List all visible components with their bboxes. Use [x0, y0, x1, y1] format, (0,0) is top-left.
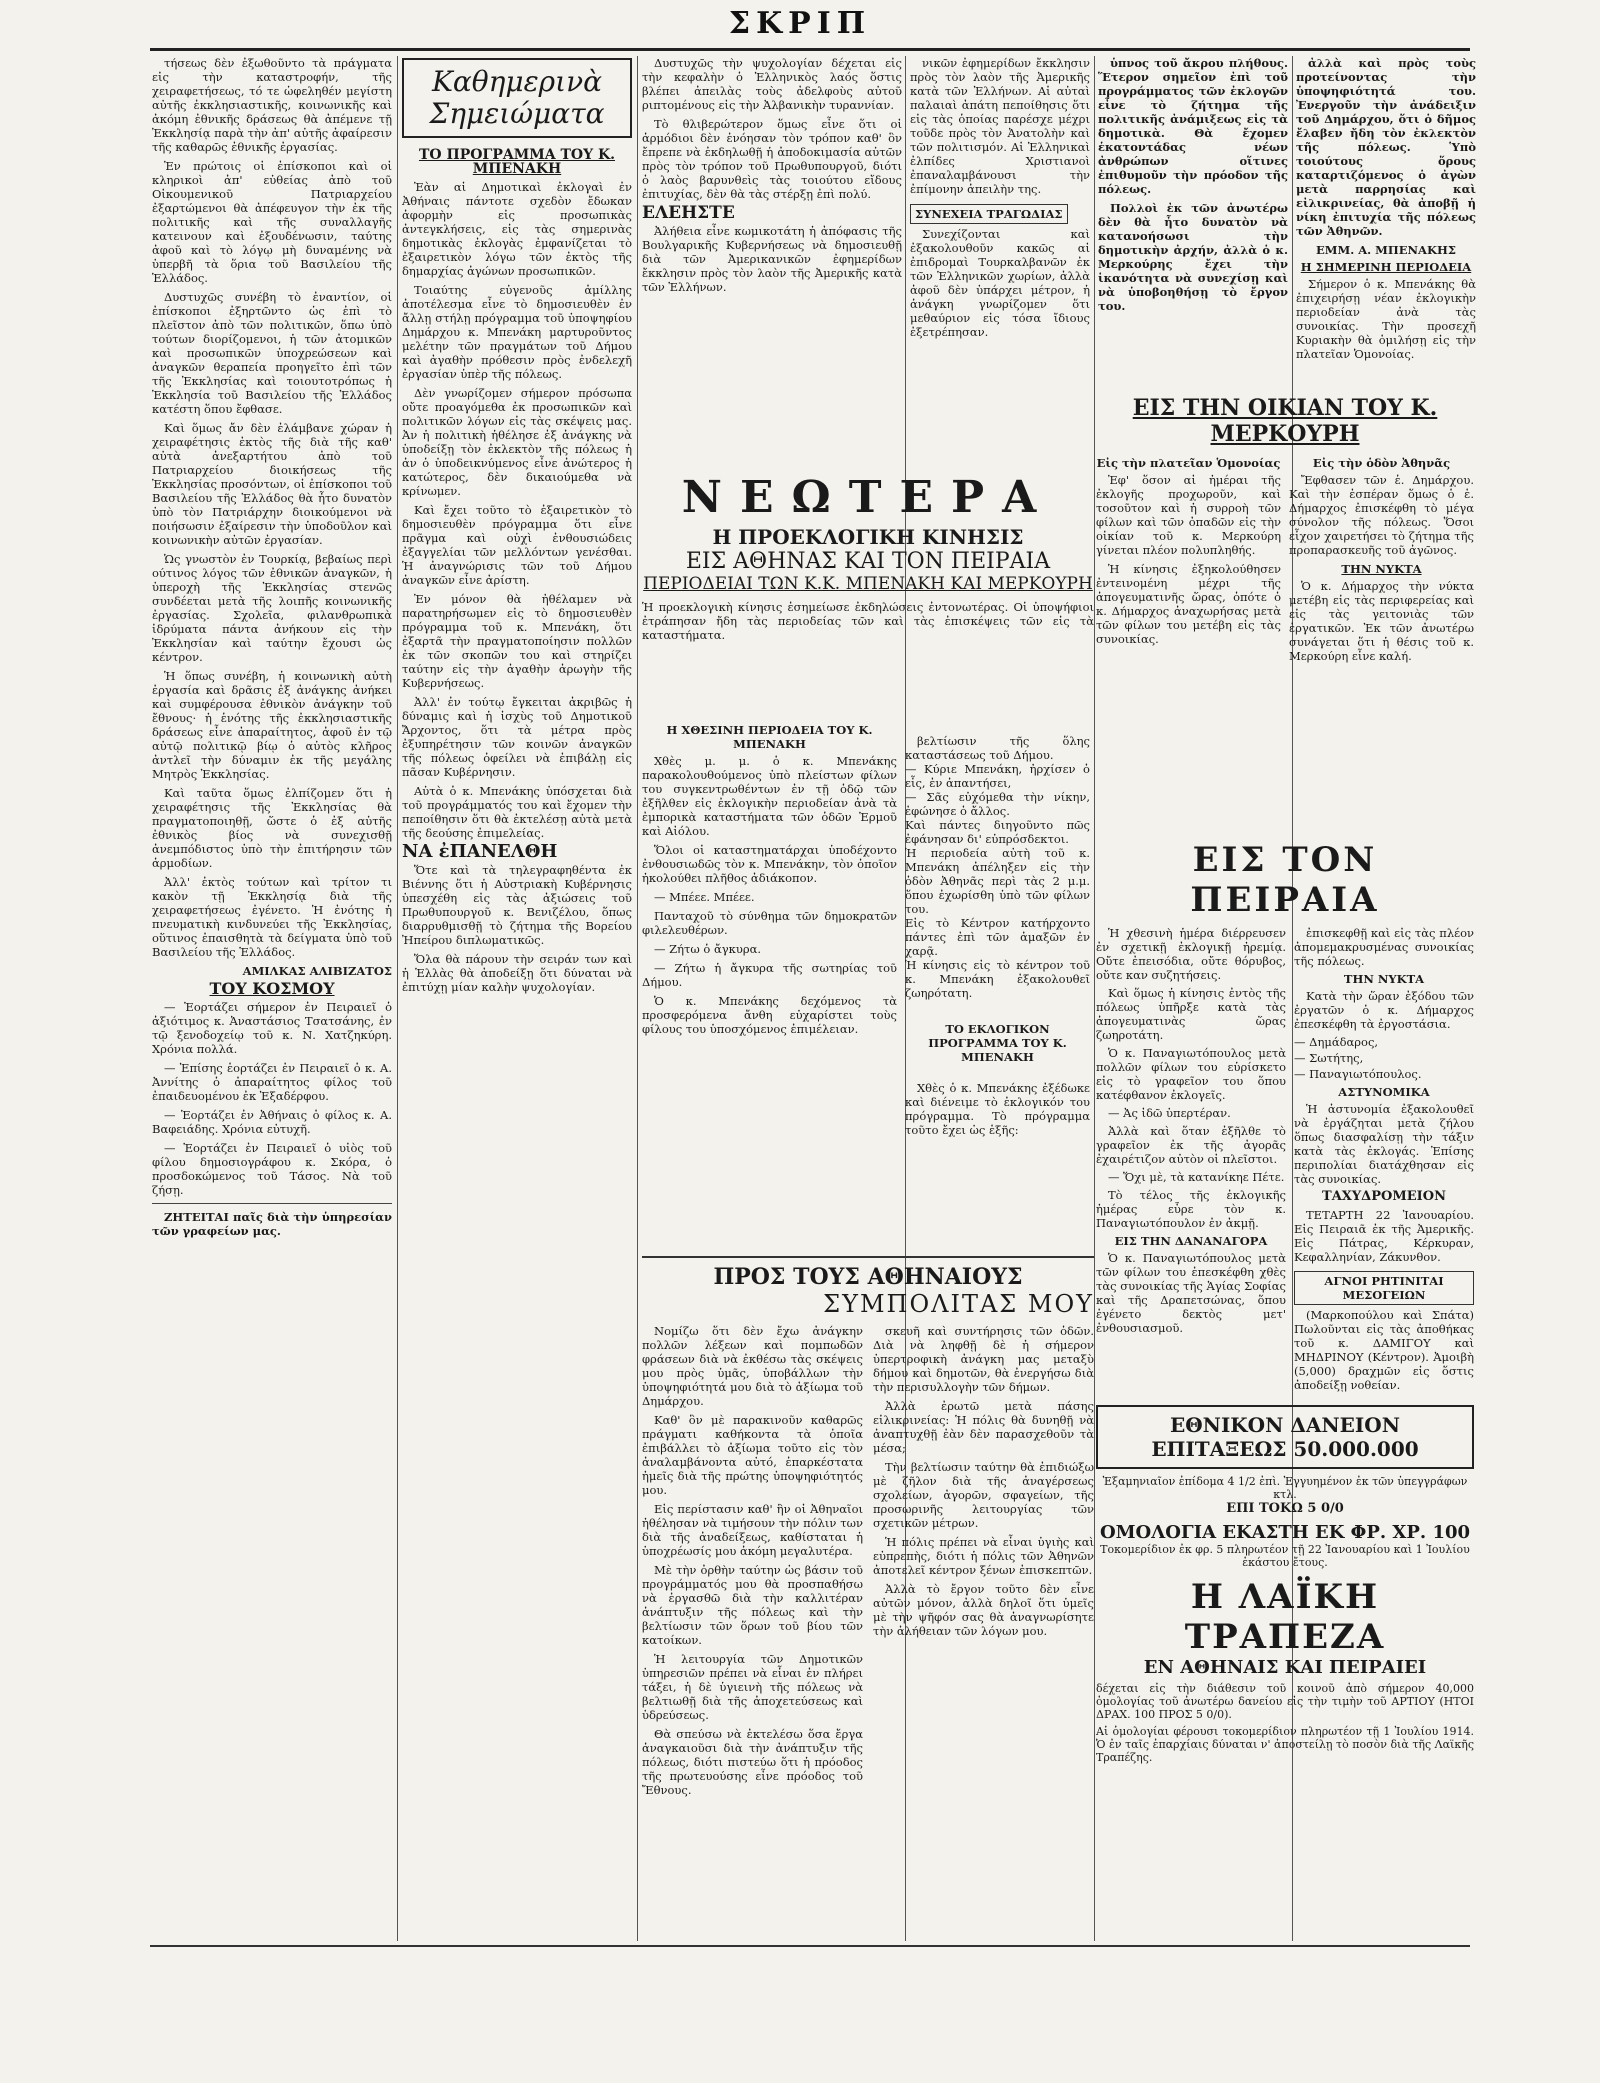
- banner-subtitle: Η ΠΡΟΕΚΛΟΓΙΚΗ ΚΙΝΗΣΙΣ: [712, 525, 1024, 549]
- bottom-rule: [150, 1945, 1470, 1947]
- paragraph: Ἀλλὰ ἐρωτῶ μετὰ πάσης εἰλικρινείας: Ἡ πόλις θὰ δυνηθῇ νὰ ἀναπτυχθῇ ἐὰν δὲν παρασχεθοῦν τὰ μέσα;: [873, 1399, 1094, 1455]
- social-item: — Ἑορτάζει ἐν Πειραιεῖ ὁ υἱὸς τοῦ φίλου δημοσιογράφου κ. Σκόρα, ὁ προσδοκώμενος τοῦ Τάσος. Νὰ τοῦ ζήσῃ.: [152, 1141, 392, 1197]
- ad-title: ΟΜΟΛΟΓΙΑ ΕΚΑΣΤΗ ΕΚ ΦΡ. ΧΡ. 100: [1099, 1522, 1471, 1543]
- paragraph: ὑπνος τοῦ ἄκρου πλήθους. Ἕτερον σημεῖον ἐπὶ τοῦ προγράμματος τῶν ἐκλογῶν εἶνε τὸ ζήτημα τῆς πολιτικῆς ἀνάμιξεως εἰς τὰ δημοτικὰ. Θὰ ἔχομεν ἑκατοντάδας νέων ἀνθρώπων οἵτινες ἐπιθυμοῦν τὴν πρόοδον τῆς πόλεως.: [1098, 56, 1288, 196]
- paragraph: Ἡ ἀστυνομία ἐξακολουθεῖ νὰ ἐργάζηται μετὰ ζήλου ὅπως διασφαλίσῃ τὴν τάξιν κατὰ τὰς ἐκλογάς. Ἐπίσης περιπολίαι διατάχθησαν εἰς τὰς συνοικίας.: [1294, 1102, 1474, 1186]
- appeal-body: [642, 1324, 1094, 1802]
- left-column: [1096, 926, 1286, 1396]
- paragraph: Ἔφθασεν τῶν ἑ. Δημάρχου. Καὶ τὴν ἐσπέραν ὅμως ὁ ἑ. Δήμαρχος ἐπισκέφθη τὸ μέγα σύνολον τῆς πόλεως. Ὅσοι εἶχον χαιρετήσει τὸ ζήτημα τῆς προπαρασκευῆς τοῦ ἀγῶνος.: [1289, 473, 1474, 557]
- paragraph: Ἀλήθεια εἶνε κωμικοτάτη ἡ ἀπόφασις τῆς Βουλγαρικῆς Κυβερνήσεως νὰ δημοσιευθῇ διὰ τῶν Ἀμερικανικῶν ἐφημερίδων ἔκκλησιν πρὸς τὸν λαὸν τῆς Ἀμερικῆς κατὰ τῶν Ἑλλήνων.: [642, 224, 902, 294]
- right-column: [1294, 926, 1474, 1396]
- paragraph: Ἀλλ' ἐν τούτῳ ἔγκειται ἀκριβῶς ἡ δύναμις καὶ ἡ ἰσχὺς τοῦ Δημοτικοῦ Ἄρχοντος, ὅτι τὰ μέτρα πρὸς ἐξυπηρέτησιν τῶν κοινῶν ἀναγκῶν τῆς πόλεως ὀφείλει νὰ ἐπιβάλῃ εἰς πᾶσαν Κυβέρνησιν.: [402, 695, 632, 779]
- ad-text: Ἐξαμηνιαῖον ἐπίδομα 4 1/2 ἐπὶ. Ἐγγυημένον ἐκ τῶν ὑπεγγράφων κτλ.: [1102, 1475, 1468, 1501]
- section-title: ΕΙΣ ΤΟΝ ΠΕΙΡΑΙΑ: [1190, 840, 1380, 920]
- ad-heading: ΑΓΝΟΙ ΡΗΤΙΝΙΤΑΙ ΜΕΣΟΓΕΙΩΝ: [1294, 1271, 1474, 1305]
- column-3-top: [642, 56, 902, 456]
- paragraph: Ὡς γνωστὸν ἐν Τουρκίᾳ, βεβαίως περὶ ούτινος λόγος τῶν ἐθνικῶν ἀναγκῶν, ἡ ὑπεροχὴ τῆς Ἐκκλησίας στενῶς συνδέεται μετὰ τῆς λοιπῆς κοινωνικῆς ἐργασίας. Σχολεῖα, φιλανθρωπικὰ ἱδρύματα πάντα ἀνήκουν εἰς τὴν Ἐκκλησίαν καὶ ταύτην ἔχουσι ὡς κέντρον.: [152, 552, 392, 664]
- subheading: ΤΑΧΥΔΡΟΜΕΙΟΝ: [1322, 1189, 1446, 1204]
- paragraph: Τοιαύτης εὐγενοῦς ἁμίλλης ἀποτέλεσμα εἶνε τὸ δημοσιευθὲν ἐν ἄλλῃ στήλῃ πρόγραμμα τοῦ ὑποψηφίου Δημάρχου κ. Μπενάκη μαρτυροῦντος μελέτην τῶν πραγμάτων τοῦ Δήμου καὶ ἀγαθὴν πρόθεσιν πρὸς ἐνδελεχῆ ἐργασίαν ὑπὲρ τῆς πόλεως.: [402, 283, 632, 381]
- paragraph: Ἡ προεκλογικὴ κίνησις ἐσημείωσε ἐκδηλώσεις ἐντονωτέρας. Οἱ ὑποψήφιοι ἐτράπησαν ἤδη τὰς περιοδείας τῶν καὶ τὰς ἐπισκέψεις τῶν εἰς τὰ καταστήματα.: [642, 600, 1094, 642]
- section-title: ΕΙΣ ΤΗΝ ΟΙΚΙΑΝ ΤΟΥ Κ. ΜΕΡΚΟΥΡΗ: [1132, 395, 1438, 447]
- social-item: — Ἑπίσης ἑορτάζει ἐν Πειραιεῖ ὁ κ. Α. Ἀννίτης ὁ ἀπαραίτητος φίλος τοῦ ἐπαιδευομένου ἐκ Ἑξαδέρφου.: [152, 1061, 392, 1103]
- paragraph: Ἐφ' ὅσον αἱ ἡμέραι τῆς ἐκλογῆς προχωροῦν, καὶ τοσοῦτον καὶ ἡ συρροὴ τῶν φίλων καὶ τῶν ὀπαδῶν εἰς τὴν οἰκίαν τοῦ κ. Μερκούρη γίνεται πλέον πολυπληθής.: [1096, 473, 1281, 557]
- paragraph: Τὴν βελτίωσιν ταύτην θὰ ἐπιδιώξω μὲ ζῆλον διὰ τῆς ἀναγέρσεως σχολείων, ἀγορῶν, σφαγείων, τῆς προσωρινῆς λειτουργίας τῶν σχετικῶν μέτρων.: [873, 1460, 1094, 1530]
- ad-title: ΕΘΝΙΚΟΝ ΔΑΝΕΙΟΝ ΕΠΙΤΑΞΕΩΣ 50.000.000: [1096, 1405, 1474, 1469]
- column-5-top: [1098, 56, 1288, 376]
- column-3-middle: [642, 720, 897, 1240]
- divider: [642, 1256, 1094, 1258]
- subheading: ΤΗΝ ΝΥΚΤΑ: [1341, 562, 1422, 576]
- appeal-title: ΠΡΟΣ ΤΟΥΣ ΑΘΗΝΑΙΟΥΣ: [713, 1264, 1023, 1290]
- paragraph: Αὐτὰ ὁ κ. Μπενάκης ὑπόσχεται διὰ τοῦ προγράμματός του καὶ ἔχομεν τὴν πεποίθησιν ὅτι θὰ ἐκτελέσῃ αὐτὰ μετὰ τῆς δεούσης ἐπιμελείας.: [402, 784, 632, 840]
- classified-ad: ΖΗΤΕΙΤΑΙ παῖς διὰ τὴν ὑπηρεσίαν τῶν γραφείων μας.: [152, 1210, 392, 1238]
- paragraph: βελτίωσιν τῆς ὅλης καταστάσεως τοῦ Δήμου. — Κύριε Μπενάκη, ἠρχίσεν ὁ εἷς, ἐν ἀπαντήσει, — Σᾶς εὐχόμεθα τὴν νίκην, ἐφώνησε ὁ ἄλλος. Καὶ πάντες διηγοῦντο πῶς ἐφάνησαν δι' εὐπρόσδεκτοι. Ἡ περιοδεία αὐτὴ τοῦ κ. Μπενάκη ἀπέληξεν εἰς τὴν ὁδὸν Ἀθηνᾶς περὶ τὰς 2 μ.μ. ὅπου ἐχωρίσθη ὑπὸ τῶν φίλων του. Εἰς τὸ Κέντρον κατήρχοντο πάντες ἐπὶ τῶν ἀμαξῶν ἐν χαρᾷ. Ἡ κίνησις εἰς τὸ κέντρον τοῦ κ. Μπενάκη ἐξακολουθεῖ ζωηρότατη.: [905, 734, 1090, 1000]
- paragraph: σκευῆ καὶ συντήρησις τῶν ὁδῶν. Διὰ νὰ ληφθῇ δὲ ἡ σήμερον ὑπερτροφικὴ ἀνάγκη μας μεταξὺ δήμου καὶ δημοτῶν, θὰ ἐνεργήσω διὰ τὴν περισυλλογὴν τῶν δήμων.: [873, 1324, 1094, 1394]
- bank-name: Η ΛΑΪΚΗ ΤΡΑΠΕΖΑ: [1184, 1577, 1386, 1657]
- social-item: — Ἑορτάζει ἐν Ἀθήναις ὁ φίλος κ. Α. Βαφειάδης. Χρόνια εὐτυχῆ.: [152, 1108, 392, 1136]
- appeal-subtitle: ΣΥΜΠΟΛΙΤΑΣ ΜΟΥ: [823, 1290, 1094, 1318]
- daily-notes-box: Καθημερινὰ Σημειώματα: [402, 58, 632, 138]
- section-body: [1096, 453, 1474, 668]
- article-heading: ΝΑ ἐΠΑΝΕΛΘΗ: [402, 841, 558, 862]
- article-heading: ΣΥΝΕΧΕΙΑ ΤΡΑΓΩΔΙΑΣ: [910, 204, 1068, 224]
- ad-text: δέχεται εἰς τὴν διάθεσιν τοῦ κοινοῦ ἀπὸ σήμερον 40,000 ὁμολογίας τοῦ ἀνωτέρω δανείου εἰς τὴν τιμὴν τοῦ ΑΡΤΙΟΥ (ΗΤΟΙ ΔΡΑΧ. 100 ΠΡΟΣ 5 0/0).: [1096, 1682, 1474, 1721]
- paragraph: Δυστυχῶς τὴν ψυχολογίαν δέχεται εἰς τὴν κεφαλὴν ὁ Ἑλληνικὸς λαός ὅστις βλέπει ἀπειλὰς τοὺς ἀδελφοὺς αὐτοῦ ριπτομένους εἰς τὴν Ἀλβανικὴν τυραννίαν.: [642, 56, 902, 112]
- paragraph: Καὶ ὅμως ἡ κίνησις ἐντὸς τῆς πόλεως ὑπῆρξε κατὰ τὰς ἀπογευματινὰς ὥρας ζωηροτάτη.: [1096, 986, 1286, 1042]
- paragraph: Ὅλοι οἱ καταστηματάρχαι ὑποδέχοντο ἐνθουσιωδῶς τὸν κ. Μπενάκην, τὸν ὁποῖον ἠκολούθει πλῆθος ἀδιάκοπον.: [642, 843, 897, 885]
- column-4-top: [910, 56, 1090, 456]
- list-item: — Παναγιωτόπουλος.: [1294, 1067, 1422, 1081]
- paragraph: Χθὲς ὁ κ. Μπενάκης ἐξέδωκε καὶ διένειμε τὸ ἐκλογικόν του πρόγραμμα. Τὸ πρόγραμμα τοῦτο ἔχει ὡς ἑξῆς:: [905, 1081, 1090, 1137]
- paragraph: Μὲ τὴν ὀρθὴν ταύτην ὡς βάσιν τοῦ προγράμματός μου θὰ προσπαθήσω νὰ ἐργασθῶ διὰ τὴν καλλιτέραν ἀνάπτυξιν τῆς πόλεως καὶ τὴν βελτίωσιν τῶν ὅρων τοῦ βίου τῶν κατοίκων.: [642, 1563, 863, 1647]
- column-2: [402, 56, 632, 1941]
- column-divider: [397, 56, 398, 1941]
- ad-text: Τοκομερίδιον ἐκ φρ. 5 πληρωτέον τῇ 22 Ἰανουαρίου καὶ 1 Ἰουλίου ἑκάστου ἔτους.: [1100, 1543, 1470, 1569]
- paragraph: Τὸ τέλος τῆς ἐκλογικῆς ἡμέρας εὗρε τὸν κ. Παναγιωτόπουλον ἐν ἀκμῇ.: [1096, 1188, 1286, 1230]
- bank-subtitle: ΕΝ ΑΘΗΝΑΙΣ ΚΑΙ ΠΕΙΡΑΙΕΙ: [1143, 1657, 1427, 1678]
- paragraph: ἀλλὰ καὶ πρὸς τοὺς προτείνοντας τὴν ὑποψηφιότητά του. Ἐνεργοῦν τὴν ἀνάδειξιν τοῦ Δημάρχου, ὅτι ὁ δῆμος ἔλαβεν ἤδη τὸν ἐκλεκτὸν τῆς πόλεως. Ὑπὸ τοιούτους ὅρους καταρτιζόμενος ὁ ἀγὼν μετὰ παρρησίας καὶ εἰλικρινείας, θὰ ἀποβῇ ἡ νίκη ἐπιτυχία τῆς πόλεως τῶν Ἀθηνῶν.: [1296, 56, 1476, 238]
- paragraph: Ὅλα θὰ πάρουν τὴν σειράν των καὶ ἡ Ἑλλὰς θὰ ἀποδείξῃ ὅτι δύναται νὰ ἐπιτύχῃ μίαν καλὴν ψυχολογίαν.: [402, 952, 632, 994]
- masthead: ΣΚΡΙΠ: [728, 6, 872, 41]
- paragraph: Ἡ λειτουργία τῶν Δημοτικῶν ὑπηρεσιῶν πρέπει νὰ εἶναι ἐν πλήρει τάξει, ἡ δὲ ὑγιεινὴ τῆς πόλεως νὰ βελτιωθῇ διὰ τῆς ἀποχετεύσεως καὶ ὑδρεύσεως.: [642, 1652, 863, 1722]
- appeal-right-column: [873, 1324, 1094, 1802]
- top-rule: [150, 48, 1470, 51]
- subheading: ΤΗΝ ΝΥΚΤΑ: [1343, 972, 1425, 986]
- ad-text: ΕΠΙ ΤΟΚΩ 5 0/0: [1226, 1501, 1344, 1516]
- paragraph: Ἐὰν αἱ Δημοτικαὶ ἐκλογαὶ ἐν Ἀθήναις πάντοτε σχεδὸν ἔδωκαν ἀφορμὴν εἰς προσωπικὰς ἀντεγκλήσεις, εἰς τὰς σημερινὰς δημοτικὰς ἐκλογὰς ἐμφανίζεται τὸ ἐξαιρετικὸν λόγω τῶν ἐκτὸς τῆς δημαρχίας ἀγώνων προσωπικῶν.: [402, 180, 632, 278]
- paragraph: Εἰς περίστασιν καθ' ἣν οἱ Ἀθηναῖοι ἠθέλησαν νὰ τιμήσουν τὴν πόλιν των διὰ τῆς ἀναδείξεως, καθίσταται ἡ ὑποχρέωσίς μου ἀκόμη μεγαλυτέρα.: [642, 1502, 863, 1558]
- paragraph: — Μπέεε. Μπέεε.: [654, 890, 755, 904]
- paragraph: Καὶ ταῦτα ὅμως ἐλπίζομεν ὅτι ἡ χειραφέτησις τῆς Ἐκκλησίας θὰ πραγματοποιηθῇ, ὥστε ὁ ἐξ αὐτῆς ἐθνικὸς βίος νὰ συνεχισθῇ ἀνεμπόδιστος ὑπὸ τὴν ἐπιτήρησιν τῶν ἁρμοδίων.: [152, 786, 392, 870]
- banner-subtitle: ΕΙΣ ΑΘΗΝΑΣ ΚΑΙ ΤΟΝ ΠΕΙΡΑΙΑ: [685, 549, 1051, 574]
- paragraph: ἐπισκεφθῇ καὶ εἰς τὰς πλέον ἀπομεμακρυσμένας συνοικίας τῆς πόλεως.: [1294, 926, 1474, 968]
- article-heading: Η ΧΘΕΣΙΝΗ ΠΕΡΙΟΔΕΙΑ ΤΟΥ Κ. ΜΠΕΝΑΚΗ: [666, 723, 873, 751]
- appeal-article: [642, 1250, 1094, 1802]
- paragraph: νικῶν ἐφημερίδων ἔκκλησιν πρὸς τὸν λαὸν τῆς Ἀμερικῆς κατὰ τῶν Ἑλλήνων. Αἱ αὐταὶ παλαιαὶ ἀπάτη πεποίθησις ὅτι εἰς τὰς ὁποίας παρέσχε μέχρι τοῦδε πρὸς τὸν Ἀνατολὴν καὶ τῶν πολιτισμόν. Αἱ Ἑλληνικαὶ ἐλπίδες Χριστιανοὶ ἐπαναλαμβάνουσι τὴν ἐπίμονην ἀπειλὴν της.: [910, 56, 1090, 196]
- section-title: ΤΟΥ ΚΟΣΜΟΥ: [209, 979, 335, 998]
- paragraph: Ἀλλὰ τὸ ἔργον τοῦτο δὲν εἶνε αὐτῶν μόνον, ἀλλὰ δηλοῖ ὅτι ὑμεῖς μὲ τὴν ψῆφόν σας θὰ ἀναγνωρίσητε τὴν ἀλήθειαν τῶν λόγων μου.: [873, 1582, 1094, 1638]
- paragraph: — Ὅχι μὲ, τὰ κατανίκηε Πέτε.: [1108, 1170, 1285, 1184]
- paragraph: Κατὰ τὴν ὥραν ἐξόδου τῶν ἐργατῶν ὁ κ. Δήμαρχος ἐπεσκέφθη τὰ ἐργοστάσια.: [1294, 989, 1474, 1031]
- column-1: [152, 56, 392, 1941]
- column-divider: [1094, 56, 1095, 1941]
- paragraph: Ὅτε καὶ τὰ τηλεγραφηθέντα ἐκ Βιέννης ὅτι ἡ Αὐστριακὴ Κυβέρνησις ὑπεσχέθη εἰς τὰς ἀξιώσεις τοῦ Πρωθυπουργοῦ κ. Βενιζέλου, ὅπως διαρρυθμισθῇ τὸ ζήτημα τῆς Βορείου Ἠπείρου διπλωματικῶς.: [402, 863, 632, 947]
- paragraph: Ἐν μόνον θὰ ἠθέλαμεν νὰ παρατηρήσωμεν εἰς τὸ δημοσιευθὲν πρόγραμμα τοῦ κ. Μπενάκη, ὅτι ἐξαρτᾶ τὴν πραγματοποίησιν πολλῶν ἐκ τῶν σκοπῶν του καὶ στηρίζει ταύτην εἰς τὴν ἀγαθὴν ἀρωγὴν τῆς Κυβερνήσεως.: [402, 592, 632, 690]
- paragraph: Ἡ ὅπως συνέβη, ἡ κοινωνικὴ αὐτὴ ἐργασία καὶ δρᾶσις ἐξ ἀνάγκης ἀνήκει καὶ συμφέρουσα ἐθνικὸν ἀνάγκην τοῦ ἔθνους· ἡ ἑνότης τῆς ἐκκλησιαστικῆς δράσεως εἶνε ἀπαραίτητος, ἀφοῦ ἐν τῷ αὐτῷ πολιτικῷ βίῳ ὁ αὐτὸς κλῆρος ἀντλεῖ τὴν δύναμιν ἐκ τῆς μεγάλης Μητρὸς Ἐκκλησίας.: [152, 669, 392, 781]
- section-body: [1096, 926, 1474, 1396]
- right-column: [1289, 453, 1474, 668]
- paragraph: τήσεως δὲν ἐξωθοῦντο τὰ πράγματα εἰς τὴν καταστροφήν, τῆς χειραφετήσεως, τό τε ὡφεληθέν μεγίστη αὐτῆς ἐκκλησιαστικῆς, κοινωνικῆς καὶ ἀκόμη ἐθνικῆς δράσεως θὰ ἀπέμενε τῇ Ἐκκλησίᾳ παρὰ τὴν ἀπ' αὐτῆς ἀφαίρεσιν τῆς καθαρῶς ἐθνικῆς ἐργασίας.: [152, 56, 392, 154]
- left-column: [1096, 453, 1281, 668]
- paragraph: Θὰ σπεύσω νὰ ἐκτελέσω ὅσα ἔργα ἀναγκαιοῦσι διὰ τὴν ἀνάπτυξιν τῆς πόλεως, διότι πιστεύω ὅτι ἡ πρόοδος τῆς πρωτευούσης εἶνε πρόοδος τοῦ Ἔθνους.: [642, 1727, 863, 1797]
- column-6-top: [1296, 56, 1476, 376]
- column-4-middle: [905, 720, 1090, 1240]
- paragraph: Δὲν γνωρίζομεν σήμερον πρόσωπα οὔτε προαγόμεθα ἐκ προσωπικῶν καὶ πολιτικῶν λόγων εἰς τὰς σκέψεις μας. Ἀν ἡ πολιτικὴ ἡθέλησε ἐξ ἀνάγκης νὰ ὑποδείξῃ τὸν ἐκλεκτὸν τῆς πόλεως ἡ ἀν ὁ ὑποδεικνύμενος εἶνε ἀνώτερος ἡ κατώτερος, δὲν δικαιούμεθα νὰ κρίνωμεν.: [402, 386, 632, 498]
- paragraph: Πανταχοῦ τὸ σύνθημα τῶν δημοκρατῶν φιλελευθέρων.: [642, 909, 897, 937]
- paragraph: Ἡ κίνησις ἐξηκολούθησεν ἐντεινομένη μέχρι τῆς ἀπογευματινῆς ὥρας, ὁπότε ὁ κ. Δήμαρχος ἀναχωρήσας μετὰ τῶν φίλων του μετέβη εἰς τὰς συνοικίας.: [1096, 562, 1281, 646]
- paragraph: Καὶ ἔχει τοῦτο τὸ ἐξαιρετικὸν τὸ δημοσιευθὲν πρόγραμμα ὅτι εἶνε πρᾶγμα καὶ οὐχὶ ἐνθουσιώδεις ἐξαγγελίαι τῶν μελλόντων γενέσθαι. Ἡ ἀναγνώρισις τῶν τοῦ Δήμου ἀναγκῶν εἶνε ἀρίστη.: [402, 503, 632, 587]
- paragraph: — Ἀς ἰδῶ ὑπερτέραν.: [1108, 1106, 1231, 1120]
- paragraph: Ὁ κ. Μπενάκης δεχόμενος τὰ προσφερόμενα ἄνθη εὐχαρίστει τοὺς φίλους του ὑποσχόμενος ἐπιμέλειαν.: [642, 994, 897, 1036]
- subheading: Εἰς τὴν ὁδὸν Ἀθηνᾶς: [1312, 456, 1451, 470]
- banner-subtitle: ΠΕΡΙΟΔΕΙΑΙ ΤΩΝ Κ.Κ. ΜΠΕΝΑΚΗ ΚΑΙ ΜΕΡΚΟΥΡΗ: [643, 574, 1093, 594]
- paragraph: Πολλοὶ ἐκ τῶν ἀνωτέρω δὲν θὰ ἦτο δυνατὸν νὰ κατανοήσωσι τὴν δημοτικὴν ἀρχήν, ἀλλὰ ὁ κ. Μερκούρης ἔχει τὴν ἱκανότητα νὰ συνεχίσῃ καὶ νὰ ὑποβοηθήσῃ τὸ ἔργον του.: [1098, 201, 1288, 313]
- paragraph: Ὁ κ. Δήμαρχος τὴν νύκτα μετέβη εἰς τὰς περιφερείας καὶ εἰς τὰς γειτονιὰς τῶν ἐργατικῶν. Ἐκ τῶν ἀνωτέρω συνάγεται ὅτι ἡ θέσις τοῦ κ. Μερκούρη εἶνε καλή.: [1289, 579, 1474, 663]
- paragraph: Χθὲς μ. μ. ὁ κ. Μπενάκης παρακολουθούμενος ὑπὸ πλείστων φίλων του συγκεντρωθέντων ἐν τῇ ὁδῷ τῶν ἐξῆλθεν εἰς ἐκλογικὴν περιοδείαν ἀνὰ τὰ ἐμπορικὰ καταστήματα τῶν ὁδῶν Ἑρμοῦ καὶ Αἰόλου.: [642, 754, 897, 838]
- paragraph: Δυστυχῶς συνέβη τὸ ἐναντίον, οἱ ἐπίσκοποι ἐξηρτῶντο ὡς ἐπὶ τὸ πλεῖστον ἀπὸ τῶν πολιτικῶν, ὅπω ὑπὸ τούτων διορίζομενοι, ἡ τῶν ἀτομικῶν καὶ προσωπικῶν ὑποχρεώσεων καὶ ἀναγκῶν θεραπεία προηγεῖτο ἐπὶ τῶν τῆς Ἐκκλησίας καὶ τοιουτοτρόπως ἡ Ἐκκλησία τοῦ Βασιλείου τῆς Ἑλλάδος κατέστη ὅπου ἔφθασε.: [152, 290, 392, 416]
- signature: ΕΜΜ. Α. ΜΠΕΝΑΚΗΣ: [1316, 243, 1456, 257]
- article-heading: ΤΟ ΕΚΛΟΓΙΚΟΝ ΠΡΟΓΡΑΜΜΑ ΤΟΥ Κ. ΜΠΕΝΑΚΗ: [928, 1022, 1067, 1064]
- paragraph: Ἀλλὰ καὶ ὅταν ἐξῆλθε τὸ γραφεῖον ἐκ τῆς ἀγορᾶς ἐχαιρέτιζον αὐτὸν οἱ πλεῖστοι.: [1096, 1124, 1286, 1166]
- paragraph: Συνεχίζονται καὶ ἐξακολουθοῦν κακῶς αἱ ἐπιδρομαὶ Τουρκαλβανῶν ἐκ τῶν Ἑλληνικῶν χωρίων, ἀλλὰ ἀφοῦ δὲν ὑπάρχει μέτρον, ἡ ἀνάγκη γνωρίζομεν ὅτι μεθαύριον εἰς τόσα ἴδιους ἐξετρέπησαν.: [910, 227, 1090, 339]
- subheading: ΕΙΣ ΤΗΝ ΔΑΝΑΝΑΓΟΡΑ: [1114, 1234, 1268, 1248]
- paragraph: Καθ' ὃν μὲ παρακινοῦν καθαρῶς πράγματι καθήκοντα τὰ ὁποῖα ἐπιβάλλει τὸ ἀξίωμα τοῦτο εἰς τὸν ἀναλαμβάνοντα αὐτό, ἐπαρκέστατα ἡμεῖς διὰ τῆς πρώτης ὑποψηφιότητός μου.: [642, 1413, 863, 1497]
- paragraph: Ἡ χθεσινὴ ἡμέρα διέρρευσεν ἐν σχετικῇ ἐκλογικῇ ἠρεμίᾳ. Οὔτε ἐπεισόδια, οὔτε θόρυβος, οὔτε καν συζητήσεις.: [1096, 926, 1286, 982]
- paragraph: — Ζήτω ἡ ἄγκυρα τῆς σωτηρίας τοῦ Δήμου.: [642, 961, 897, 989]
- loan-advertisement: [1096, 1405, 1474, 1764]
- merkouris-section: [1096, 395, 1474, 668]
- paragraph: — Ζήτω ὁ ἄγκυρα.: [654, 942, 762, 956]
- paragraph: Ἀλλ' ἐκτὸς τούτων καὶ τρίτον τι κακὸν τῇ Ἐκκλησίᾳ διὰ τῆς χειραφετήσεως ἐγένετο. Ἡ ἐνότης ἡ πνευματικὴ κινδυνεύει τῆς Ἐκκλησίας, οὕτινος ἐπαισθητὰ τὰ δείγματα ὑπὸ τοῦ Βασιλείου τῆς Ἑλλάδος.: [152, 875, 392, 959]
- signature: ΑΜΙΛΚΑΣ ΑΛΙΒΙΖΑΤΟΣ: [242, 964, 392, 978]
- column-divider: [637, 56, 638, 1941]
- news-banner: [642, 468, 1094, 642]
- paragraph: ΤΕΤΑΡΤΗ 22 Ἰανουαρίου. Εἰς Πειραιᾶ ἐκ τῆς Ἀμερικῆς. Εἰς Πάτρας, Κέρκυραν, Κεφαλληνίαν, Ζάκυνθον.: [1294, 1208, 1474, 1264]
- paragraph: Ἡ πόλις πρέπει νὰ εἶναι ὑγιὴς καὶ εὐπρεπὴς, διότι ἡ πόλις τῶν Ἀθηνῶν ἀποτελεῖ κέντρον ξένων ἐπισκεπτῶν.: [873, 1535, 1094, 1577]
- article-heading: ΕΛΕΗΣΤΕ: [642, 203, 735, 223]
- subheading: Εἰς τὴν πλατεῖαν Ὁμονοίας: [1096, 456, 1281, 470]
- paragraph: Καὶ ὅμως ἄν δὲν ἐλάμβανε χώραν ἡ χειραφέτησις ἐκτὸς τῆς διὰ τῆς καθ' αὐτὰ ἀνεξαρτήτου ἀπὸ τοῦ Πατριαρχείου διοικήσεως τῆς Ἐκκλησίας προσόντων, οἱ ἐπίσκοποι τοῦ Βασιλείου τῆς Ἑλλάδος θὰ ἦτο δυνατὸν ὑπὸ τὸν Πατριάρχην διοικούμενοι νὰ ποιήσωσιν ἐξαίρεσιν τὴν ὑποδοῦλον καὶ κοινωνικὴν αὐτῶν ἐργασίαν.: [152, 421, 392, 547]
- list-item: — Δημάδαρος,: [1294, 1035, 1379, 1049]
- social-item: — Ἑορτάζει σήμερον ἐν Πειραιεῖ ὁ ἀξιότιμος κ. Ἀναστάσιος Τσατσάνης, ἐν τῷ ξενοδοχείῳ τοῦ κ. Ν. Χατζηκύρη. Χρόνια πολλά.: [152, 1000, 392, 1056]
- paragraph: Ὁ κ. Παναγιωτόπουλος μετὰ τῶν φίλων του ἐπεσκέφθη χθὲς τὰς συνοικίας τῆς Ἁγίας Σοφίας καὶ τῆς Δραπετσώνας, ὅπου ἐγένετο δεκτὸς μετ' ἐνθουσιασμοῦ.: [1096, 1251, 1286, 1335]
- paragraph: Ἐν πρώτοις οἱ ἐπίσκοποι καὶ οἱ κληρικοὶ ἀπ' εὐθείας ἀπὸ τοῦ Οἰκουμενικοῦ Πατριαρχείου ἐξαρτώμενοι θὰ ἀπέφευγον τὴν ἐκ τῆς πολιτικῆς καὶ τῆς συναλλαγῆς κατεινουν καὶ ἐξουδένωσιν, ταύτης ἀφοῦ καὶ τὸ λόγῳ μὴ δυναμένης νὰ ὑπερβῆ τὰ ὅρια τοῦ Βασιλείου τῆς Ἑλλάδος.: [152, 159, 392, 285]
- paragraph: Ὁ κ. Παναγιωτόπουλος μετὰ πολλῶν φίλων του εὑρίσκετο εἰς τὸ γραφεῖον του ὅπου κατέφθανον ἐκλογεῖς.: [1096, 1046, 1286, 1102]
- paragraph: (Μαρκοπούλου καὶ Σπάτα) Πωλοῦνται εἰς τὰς ἀποθήκας τοῦ κ. ΔΑΜΙΓΟΥ καὶ ΜΗΔΡΙΝΟΥ (Κέντρον). Ἀμοιβὴ (5,000) δραχμῶν εἰς ὅστις ἀποδείξῃ νοθείαν.: [1294, 1308, 1474, 1392]
- paragraph: Τὸ θλιβερώτερον ὅμως εἶνε ὅτι οἱ ἁρμόδιοι δὲν ἐνόησαν τὸν τρόπον καθ' ὃν ἔπρεπε νὰ ἐκδηλωθῇ ἡ ἀποδοκιμασία αὐτῶν πρὸς τὸν τρόπον τοῦ Πρωθυπουργοῦ, διότι ὁ λαὸς βαρυνθεὶς τὰς τοιούτου εἴδους ἐπιτυχίας, δὲν θὰ τὰς στέρξῃ ἐπὶ πολύ.: [642, 117, 902, 201]
- ad-text: Αἱ ὁμολογίαι φέρουσι τοκομερίδιον πληρωτέον τῇ 1 Ἰουλίου 1914. Ὁ ἐν ταῖς ἐπαρχίαις δύναται ν' ἀποστείλῃ τὸ ποσὸν διὰ τῆς Λαϊκῆς Τραπέζης.: [1096, 1725, 1474, 1764]
- list-item: — Σωτήτης,: [1294, 1051, 1364, 1065]
- banner-title: ΝΕΩΤΕΡΑ: [681, 472, 1055, 523]
- subheading: ΑΣΤΥΝΟΜΙΚΑ: [1338, 1085, 1430, 1099]
- paragraph: Σήμερον ὁ κ. Μπενάκης θὰ ἐπιχειρήσῃ νέαν ἐκλογικὴν περιοδείαν ἀνὰ τὰς συνοικίας. Τὴν προσεχῆ Κυριακὴν θὰ ὁμιλήσῃ εἰς τὴν πλατεῖαν Ὁμονοίας.: [1296, 277, 1476, 361]
- article-heading: Η ΣΗΜΕΡΙΝΗ ΠΕΡΙΟΔΕΙΑ: [1300, 260, 1472, 274]
- appeal-left-column: [642, 1324, 863, 1802]
- paragraph: Νομίζω ὅτι δὲν ἔχω ἀνάγκην πολλῶν λέξεων καὶ πομπωδῶν φράσεων διὰ νὰ ἐκθέσω τὰς σκέψεις μου πρὸς ὑμᾶς, ὑποβάλλων τὴν ὑποψηφιότητά μου διὰ τὸ ἀξίωμα τοῦ Δημάρχου.: [642, 1324, 863, 1408]
- article-heading: ΤΟ ΠΡΟΓΡΑΜΜΑ ΤΟΥ Κ. ΜΠΕΝΑΚΗ: [418, 147, 615, 177]
- divider: [152, 1203, 392, 1204]
- piraeus-section: [1096, 840, 1474, 1396]
